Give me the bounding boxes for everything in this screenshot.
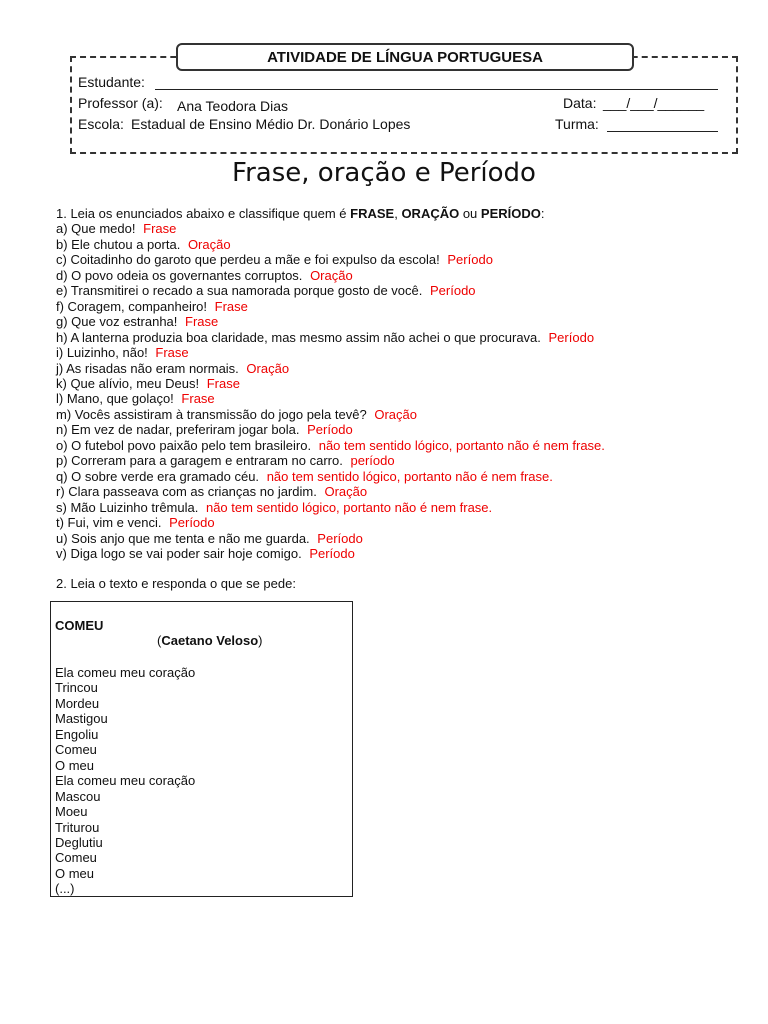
question-item-text: n) Em vez de nadar, preferiram jogar bola. [56, 422, 300, 438]
question-item-text: t) Fui, vim e venci. [56, 515, 162, 531]
question-item-text: b) Ele chutou a porta. [56, 236, 181, 252]
question-2-prompt: 2. Leia o texto e responda o que se pede: [56, 576, 296, 591]
poem-lines [55, 665, 195, 897]
question-item [56, 500, 605, 515]
question-item [56, 391, 605, 406]
question-item [56, 515, 605, 530]
question-item-answer: Frase [206, 375, 240, 391]
question-item-answer: Período [447, 252, 493, 268]
question-item [56, 546, 605, 561]
question-item-text: p) Correram para a garagem e entraram no carro. [56, 453, 343, 469]
question-item-answer: Frase [185, 314, 219, 330]
question-item-answer: não tem sentido lógico, portanto não é nem frase. [205, 499, 493, 515]
question-item-answer: Período [309, 545, 355, 561]
date-value: ___/___/______ [603, 95, 705, 111]
question-item-text: j) As risadas não eram normais. [56, 360, 239, 376]
student-field[interactable] [155, 89, 718, 90]
question-item [56, 345, 605, 360]
question-item-text: o) O futebol povo paixão pelo tem brasileiro. [56, 437, 312, 453]
question-item [56, 237, 605, 252]
question-item-text: m) Vocês assistiram à transmissão do jogo pela tevê? [56, 406, 367, 422]
question-item [56, 376, 605, 391]
question-item-text: i) Luizinho, não! [56, 345, 148, 361]
question-item-text: d) O povo odeia os governantes corruptos. [56, 267, 303, 283]
question-item-answer: Oração [187, 236, 231, 252]
question-item-answer: Oração [310, 267, 353, 283]
question-item-text: h) A lanterna produzia boa claridade, mas mesmo assim não achei o que procurava. [56, 329, 541, 345]
poem-line: Moeu [55, 804, 88, 820]
question-item [56, 221, 605, 236]
question-item [56, 531, 605, 546]
question-item-answer: Período [548, 329, 595, 345]
question-item-answer: não tem sentido lógico, portanto não é nem frase. [318, 437, 605, 453]
question-item [56, 361, 605, 376]
page-title: Frase, oração e Período [232, 158, 536, 188]
question-item-text: c) Coitadinho do garoto que perdeu a mãe e foi expulso da escola! [56, 252, 440, 268]
question-item-text: s) Mão Luizinho trêmula. [56, 499, 199, 515]
question-item-answer: não tem sentido lógico, portanto não é nem frase. [266, 468, 553, 484]
question-item [56, 252, 605, 267]
question-item-text: k) Que alívio, meu Deus! [56, 375, 200, 391]
question-item-text: g) Que voz estranha! [56, 314, 178, 330]
poem-line: Mastigou [55, 711, 108, 727]
question-item [56, 438, 605, 453]
question-item-answer: Período [430, 283, 476, 299]
poem-line: O meu [55, 757, 95, 773]
question-item-answer: período [350, 453, 395, 469]
question-item-text: e) Transmitirei o recado a sua namorada porque gosto de você. [56, 283, 423, 299]
question-item [56, 484, 605, 499]
question-item [56, 407, 605, 422]
poem-line: (...) [55, 881, 75, 897]
poem-title: COMEU [55, 618, 104, 633]
question-item-text: f) Coragem, companheiro! [56, 298, 208, 314]
question-item-text: u) Sois anjo que me tenta e não me guarda. [56, 530, 310, 546]
class-field[interactable] [607, 131, 718, 132]
poem-line: Trincou [55, 680, 98, 696]
class-label: Turma: [555, 116, 599, 132]
question-item [56, 422, 605, 437]
question-item-answer: Oração [374, 406, 417, 422]
question-item [56, 330, 605, 345]
question-item-text: v) Diga logo se vai poder sair hoje comigo. [56, 545, 302, 561]
teacher-value: Ana Teodora Dias [177, 98, 289, 114]
question-item-answer: Frase [143, 221, 177, 237]
teacher-label: Professor (a): [78, 95, 163, 111]
question-item [56, 469, 605, 484]
poem-line: Ela comeu meu coração [55, 665, 196, 680]
question-item [56, 283, 605, 298]
question-item [56, 268, 605, 283]
question-item-answer: Frase [214, 298, 248, 314]
school-label: Escola: [78, 116, 124, 132]
poem-line: Triturou [55, 819, 100, 835]
date-label: Data: [563, 95, 597, 111]
school-value: Estadual de Ensino Médio Dr. Donário Lopes [131, 116, 411, 132]
question-item-text: l) Mano, que golaço! [56, 391, 174, 407]
question-item-answer: Período [307, 422, 353, 438]
question-item [56, 299, 605, 314]
question-item-text: q) O sobre verde era gramado céu. [56, 468, 260, 484]
question-item [56, 453, 605, 468]
poem-line: Mascou [55, 788, 101, 804]
question-item-text: r) Clara passeava com as crianças no jardim. [56, 484, 317, 500]
poem-line: O meu [55, 865, 95, 881]
question-item-answer: Período [317, 530, 363, 546]
question-item-answer: Frase [155, 345, 189, 361]
question-item-text: a) Que medo! [56, 221, 136, 237]
question-1 [56, 206, 605, 561]
question-item-answer: Frase [181, 391, 215, 407]
question-item-answer: Período [169, 515, 215, 531]
poem-line: Mordeu [55, 695, 100, 711]
question-item [56, 314, 605, 329]
poem-line: Comeu [55, 850, 97, 866]
student-label: Estudante: [78, 74, 145, 90]
poem-line: Ela comeu meu coração [55, 773, 196, 789]
question-item-answer: Oração [246, 360, 290, 376]
poem-line: Comeu [55, 742, 97, 758]
question-item-answer: Oração [324, 484, 368, 500]
poem-line: Deglutiu [55, 834, 103, 850]
poem-author: (Caetano Veloso) [157, 633, 263, 648]
activity-title: ATIVIDADE DE LÍNGUA PORTUGUESA [176, 43, 634, 71]
question-1-prompt: 1. Leia os enunciados abaixo e classifique quem é FRASE, ORAÇÃO ou PERÍODO: [56, 206, 545, 221]
poem-line: Engoliu [55, 726, 99, 742]
